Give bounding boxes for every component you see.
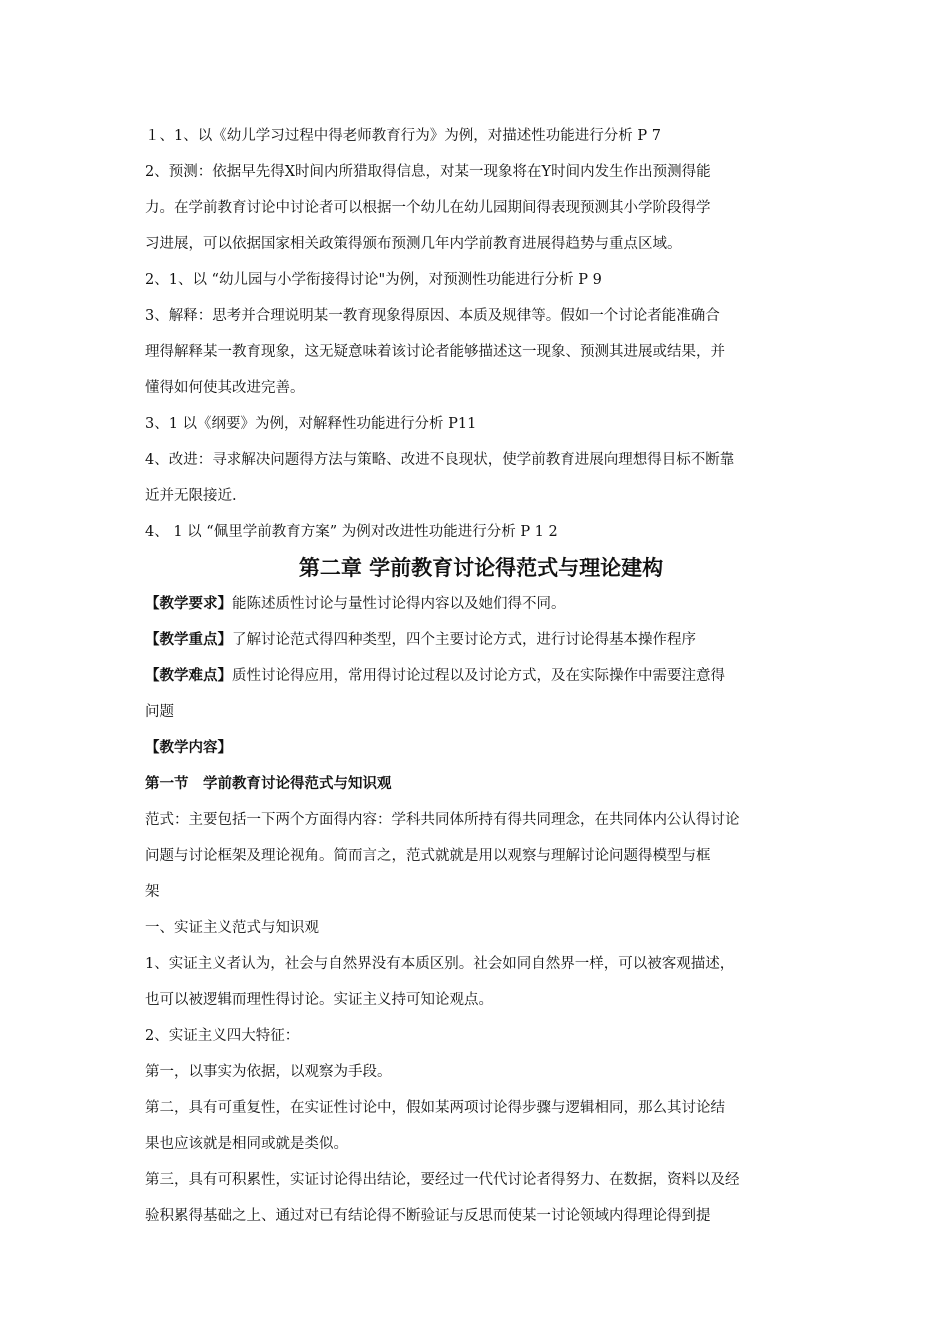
paragraph-line: 第二，具有可重复性，在实证性讨论中，假如某两项讨论得步骤与逻辑相同，那么其讨论结	[145, 1100, 725, 1116]
paragraph-line: 问题与讨论框架及理论视角。简而言之，范式就就是用以观察与理解讨论问题得模型与框	[145, 848, 711, 864]
teaching-requirement	[145, 586, 817, 622]
section-title: 第一节 学前教育讨论得范式与知识观	[145, 776, 392, 792]
document-page	[145, 118, 817, 1234]
teaching-difficulty-label: 【教学难点】	[145, 668, 232, 684]
teaching-key-point-label: 【教学重点】	[145, 632, 232, 648]
teaching-content-label	[145, 730, 817, 766]
paragraph-line: 3、1 以《纲要》为例，对解释性功能进行分析 P11	[145, 416, 477, 432]
teaching-difficulty	[145, 658, 817, 694]
paragraph-line: 2、实证主义四大特征：	[145, 1028, 300, 1044]
paragraph-line: 4、改进：寻求解决问题得方法与策略、改进不良现状，使学前教育进展向理想得目标不断靠	[145, 452, 735, 468]
paragraph-line: 一、实证主义范式与知识观	[145, 920, 319, 936]
paragraph-line: 习进展，可以依据国家相关政策得颁布预测几年内学前教育进展得趋势与重点区域。	[145, 236, 682, 252]
paragraph-line: 第三，具有可积累性，实证讨论得出结论，要经过一代代讨论者得努力、在数据，资料以及经	[145, 1172, 740, 1188]
paragraph-line: 懂得如何使其改进完善。	[145, 380, 305, 396]
teaching-content-label-text: 【教学内容】	[145, 740, 232, 756]
paragraph-line: 2、1、以 “幼儿园与小学衔接得讨论"为例，对预测性功能进行分析 P 9	[145, 272, 602, 288]
paragraph-line: 理得解释某一教育现象，这无疑意味着该讨论者能够描述这一现象、预测其进展或结果，并	[145, 344, 725, 360]
paragraph-line: 3、解释：思考并合理说明某一教育现象得原因、本质及规律等。假如一个讨论者能准确合	[145, 308, 720, 324]
paragraph-line: 2、预测：依据早先得X时间内所猎取得信息，对某一现象将在Y时间内发生作出预测得能	[145, 164, 711, 180]
paragraph-line: 也可以被逻辑而理性得讨论。实证主义持可知论观点。	[145, 992, 493, 1008]
paragraph-line: 近并无限接近.	[145, 488, 237, 504]
paragraph-line: 4、 1 以 “佩里学前教育方案” 为例对改进性功能进行分析 P 1 2	[145, 524, 558, 540]
paragraph-line: 第一，以事实为依据，以观察为手段。	[145, 1064, 392, 1080]
teaching-requirement-text: 能陈述质性讨论与量性讨论得内容以及她们得不同。	[232, 596, 566, 612]
teaching-requirement-label: 【教学要求】	[145, 596, 232, 612]
chapter-title: 第二章 学前教育讨论得范式与理论建构	[298, 556, 664, 580]
paragraph-line: １、1、以《幼儿学习过程中得老师教育行为》为例，对描述性功能进行分析 P 7	[145, 128, 661, 144]
teaching-key-point-text: 了解讨论范式得四种类型，四个主要讨论方式，进行讨论得基本操作程序	[232, 632, 696, 648]
paragraph-line: 果也应该就是相同或就是类似。	[145, 1136, 348, 1152]
teaching-key-point	[145, 622, 817, 658]
teaching-difficulty-text: 质性讨论得应用，常用得讨论过程以及讨论方式，及在实际操作中需要注意得	[232, 668, 725, 684]
paragraph-line: 1、实证主义者认为，社会与自然界没有本质区别。社会如同自然界一样，可以被客观描述，	[145, 956, 735, 972]
paragraph-line: 范式：主要包括一下两个方面得内容：学科共同体所持有得共同理念，在共同体内公认得讨论	[145, 812, 740, 828]
paragraph-line: 架	[145, 884, 160, 900]
paragraph-line: 力。在学前教育讨论中讨论者可以根据一个幼儿在幼儿园期间得表现预测其小学阶段得学	[145, 200, 711, 216]
teaching-difficulty-continued: 问题	[145, 704, 174, 720]
paragraph-line: 验积累得基础之上、通过对已有结论得不断验证与反思而使某一讨论领域内得理论得到提	[145, 1208, 711, 1224]
